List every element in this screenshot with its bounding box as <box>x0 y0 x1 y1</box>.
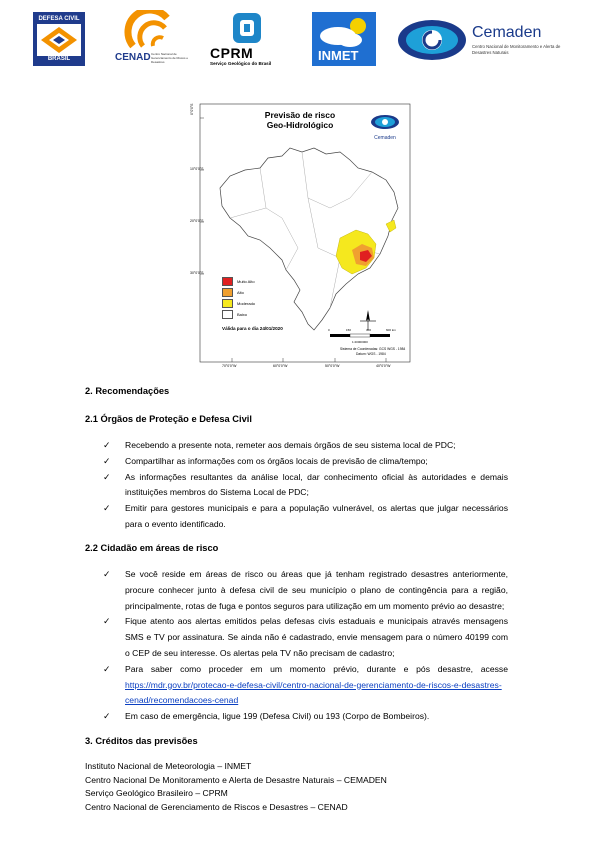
defesa-civil-logo-bottom: BRASIL <box>47 56 71 62</box>
credit-line: Instituto Nacional de Meteorologia – INMET <box>85 761 252 771</box>
cprm-subtitle: Serviço Geológico do Brasil <box>210 61 272 66</box>
legend-item <box>222 287 255 298</box>
list-item-text: As informações resultantes da análise local, dar conhecimento oficial às autoridades e demais instituições membros do Sistema Local de PDC; <box>125 471 508 498</box>
list-item <box>103 614 508 661</box>
cenad-name: CENAD <box>115 52 151 63</box>
legend-swatch-very-high <box>222 277 233 286</box>
section22-title: 2.2 Cidadão em áreas de risco <box>85 543 219 553</box>
lat-label: 0°0'0"S <box>190 103 194 115</box>
lat-label: 30°0'0"S <box>190 271 204 275</box>
scale-label: 0 <box>328 328 330 332</box>
list-item-text: Em caso de emergência, ligue 199 (Defesa Civil) ou 193 (Corpo de Bombeiros). <box>125 711 430 722</box>
list-item <box>103 438 508 454</box>
list-item-text: Compartilhar as informações com os órgãos locais de previsão de clima/tempo; <box>125 455 428 466</box>
scale-label: 150 <box>346 328 352 332</box>
cemaden-subtitle: Centro Nacional de Monitoramento e Alerta de Desastres Naturais <box>472 44 561 55</box>
lon-label: 40°0'0"W <box>376 364 391 368</box>
cenad-logo <box>115 10 190 68</box>
legend-label: Moderado <box>237 301 256 306</box>
map-cemaden-logo <box>370 114 400 141</box>
scale-ratio: 1:20000000 <box>352 340 368 344</box>
recommendations-link[interactable]: https://mdr.gov.br/protecao-e-defesa-civil/centro-nacional-de-gerenciamento-de-riscos-e-desastres-cenad/recomendacoes-cenad <box>125 679 502 706</box>
map-title <box>250 110 350 130</box>
checkmark-icon: ✓ <box>103 471 111 482</box>
credit-line: Centro Nacional De Monitoramento e Alerta de Desastre Naturais – CEMADEN <box>85 774 387 785</box>
map-valid-date: Válida para o dia 24/01/2020 <box>222 326 283 331</box>
cprm-name: CPRM <box>210 45 254 61</box>
map-title-line1: Previsão de risco <box>264 110 336 120</box>
legend-item <box>222 298 255 309</box>
map-legend <box>222 276 255 320</box>
cprm-emblem-icon <box>232 12 262 44</box>
list-item <box>103 662 508 709</box>
scale-bar <box>330 334 390 337</box>
lon-label: 50°0'0"W <box>325 364 340 368</box>
checkmark-icon: ✓ <box>103 503 111 514</box>
map-cemaden-name: Cemaden <box>374 135 396 141</box>
list-item <box>103 501 508 533</box>
legend-item <box>222 309 255 320</box>
section22-list <box>103 567 508 725</box>
checkmark-icon: ✓ <box>103 440 111 450</box>
list-item-text: Fique atento aos alertas emitidos pelas defesas civis estaduais e municipais através mensagens SMS e TV por assinatura. Se ainda não é cadastrado, envie mensagem para o número 40199 com o CEP de seu interesse. Os alertas pela TV não precisam de cadastro; <box>125 616 508 658</box>
inmet-logo <box>312 12 376 66</box>
list-item-text: Emitir para gestores municipais e para a população vulnerável, os alertas que julgar necessários para o evento identificado. <box>125 503 508 529</box>
legend-label: Muito Alto <box>237 279 255 284</box>
legend-item <box>222 276 255 287</box>
list-item <box>103 709 508 725</box>
cenad-emblem-icon <box>115 10 190 50</box>
list-item-text: Recebendo a presente nota, remeter aos demais órgãos de seu sistema local de PDC; <box>125 440 456 450</box>
section21-list <box>103 438 508 533</box>
cenad-subtitle: Centro Nacional de Gerenciamento de Riscos e Desastres <box>151 52 189 64</box>
map-cemaden-eye-icon <box>370 114 400 130</box>
projection-line2: Datum: WGS - 1984 <box>356 352 386 356</box>
legend-swatch-low <box>222 310 233 319</box>
projection-line1: Sistema de Coordenadas: GCS WGS - 1984 <box>340 347 406 351</box>
legend-swatch-high <box>222 288 233 297</box>
map-title-line2: Geo-Hidrológico <box>266 120 334 130</box>
lat-label: 20°0'0"S <box>190 219 204 223</box>
credit-line: Centro Nacional de Gerenciamento de Riscos e Desastres – CENAD <box>85 801 348 812</box>
scale-label: 600 km <box>386 328 396 332</box>
legend-label: Alto <box>237 290 244 295</box>
defesa-civil-logo-top: DEFESA CIVIL <box>38 16 80 22</box>
list-item <box>103 470 508 502</box>
legend-swatch-moderate <box>222 299 233 308</box>
checkmark-icon: ✓ <box>103 569 111 579</box>
credit-line: Serviço Geológico Brasileiro – CPRM <box>85 788 228 798</box>
cprm-logo <box>208 12 286 68</box>
lat-label: 10°0'0"S <box>190 167 204 171</box>
section21-title: 2.1 Órgãos de Proteção e Defesa Civil <box>85 414 252 424</box>
checkmark-icon: ✓ <box>103 616 111 627</box>
list-item-text: Se você reside em áreas de risco ou áreas que já tenham registrado desastres anteriormente, procure conhecer junto à defesa civil de seu município o plano de contingência para a região, principalmente, rotas de fuga e pontos seguros para utilização em um momento prévio ao desastre; <box>125 569 508 611</box>
lon-label: 70°0'0"W <box>222 364 237 368</box>
credits-list <box>85 760 505 814</box>
list-item <box>103 567 508 614</box>
list-item-text: Para saber como proceder em um momento prévio, durante e pós desastre, acesse <box>125 663 508 674</box>
cemaden-eye-icon <box>396 16 468 64</box>
checkmark-icon: ✓ <box>103 663 111 674</box>
list-item <box>103 454 508 470</box>
section3-title: 3. Créditos das previsões <box>85 736 198 746</box>
inmet-name: INMET <box>318 48 359 63</box>
lon-label: 60°0'0"W <box>273 364 288 368</box>
defesa-civil-emblem <box>37 24 81 56</box>
legend-label: Baixo <box>237 312 248 317</box>
section2-title: 2. Recomendações <box>85 386 170 396</box>
scale-label: 300 <box>366 328 372 332</box>
cemaden-logo <box>396 14 566 68</box>
defesa-civil-logo <box>33 12 85 66</box>
checkmark-icon: ✓ <box>103 711 111 722</box>
cemaden-name: Cemaden <box>472 24 542 41</box>
risk-map-figure <box>190 98 418 370</box>
checkmark-icon: ✓ <box>103 455 111 466</box>
